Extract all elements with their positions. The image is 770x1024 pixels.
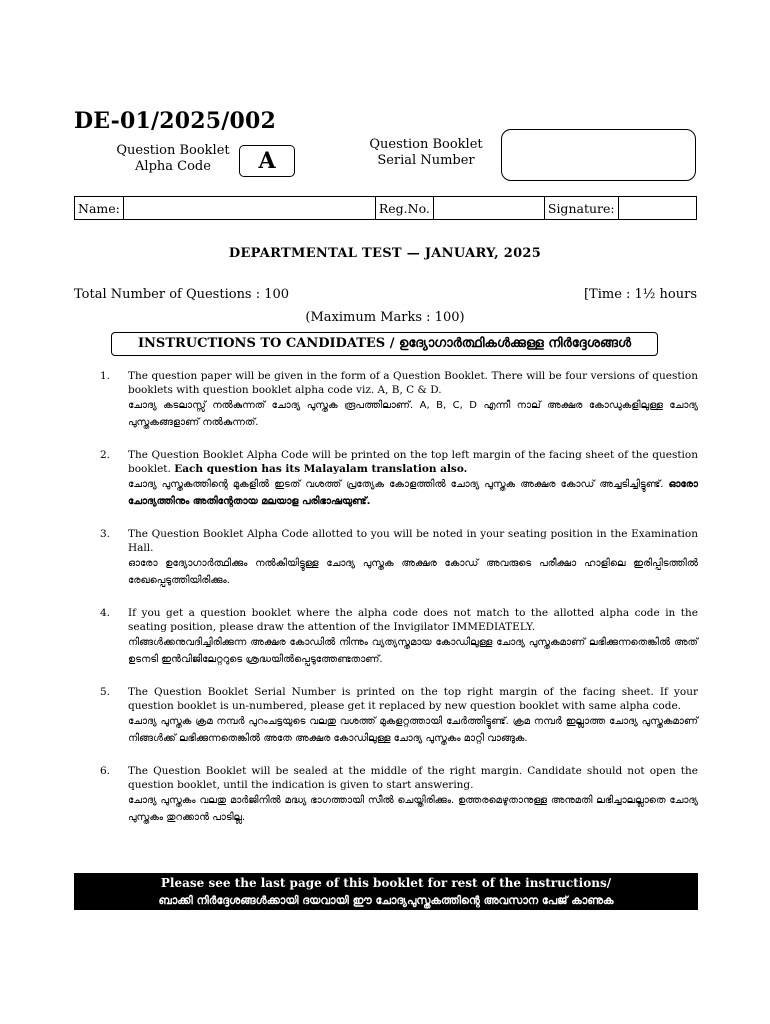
signature-label: Signature: [544,197,618,220]
instruction-english-text: The Question Booklet Alpha Code will be printed on the top left margin of the facing sheet of the question booklet. [128,449,698,475]
max-marks: (Maximum Marks : 100) [305,310,465,325]
exam-title: DEPARTMENTAL TEST — JANUARY, 2025 [228,246,542,261]
regno-label: Reg.No. [375,197,433,220]
footer-english: Please see the last page of this booklet for rest of the instructions/ [160,876,612,890]
alpha-code-label [112,143,234,175]
instruction-item-1 [74,369,698,431]
instruction-malayalam-text: ചോദ്യ പുസ്തകത്തിന്റെ മുകളിൽ ഇടത് വശത്ത് പ്രത്യേക കോളത്തിൽ ചോദ്യ പുസ്തക അക്ഷര കോഡ് അച്ചടിച്ചിട്ടുണ്ട്. [128,479,664,490]
instruction-item-5 [74,685,698,747]
instruction-number: 3. [100,528,111,540]
total-questions: Total Number of Questions : 100 [74,287,290,302]
instruction-english: The Question Booklet will be sealed at the middle of the right margin. Candidate should not open the question booklet, until the indication is given to start answering. [128,765,698,791]
instruction-item-4 [74,606,698,668]
instruction-english: The Question Booklet Serial Number is printed on the top right margin of the facing sheet. If your question booklet is un-numbered, please get it replaced by new question booklet with same alpha code. [128,686,698,712]
serial-number-label-line1: Question Booklet [369,137,483,152]
instruction-english-bold: Each question has its Malayalam translation also. [174,463,468,475]
instruction-english: The Question Booklet Alpha Code allotted to you will be noted in your seating position in the Examination Hall. [128,528,698,554]
instruction-malayalam: ചോദ്യ പുസ്തകം വലതു മാർജിനിൽ മദ്ധ്യ ഭാഗത്തായി സീൽ ചെയ്തിരിക്കും. ഉത്തരമെഴുതാനുള്ള അനുമതി ലഭിച്ചാലല്ലാതെ ചോദ്യ പുസ്തകം തുറക്കാൻ പാടില്ല. [128,795,698,823]
footer-notice [74,873,698,910]
instruction-malayalam: ഓരോ ഉദ്യോഗാർത്ഥിക്കും നൽകിയിട്ടുള്ള ചോദ്യ പുസ്തക അക്ഷര കോഡ് അവരുടെ പരീക്ഷാ ഹാളിലെ ഇരിപ്പിടത്തിൽ രേഖപ്പെടുത്തിയിരിക്കും. [128,558,698,586]
instruction-malayalam-bold: ഓരോ ചോദ്യത്തിനും അതിന്റേതായ മലയാള പരിഭാഷയുണ്ട്. [128,479,698,507]
serial-number-label-line2: Serial Number [377,153,475,168]
name-field[interactable] [123,197,375,220]
instruction-item-2 [74,448,698,510]
instruction-number: 1. [100,370,111,382]
instruction-number: 2. [100,449,111,461]
instruction-number: 5. [100,686,111,698]
serial-number-label [360,137,492,169]
instruction-item-3 [74,527,698,589]
instruction-english: The question paper will be given in the form of a Question Booklet. There will be four versions of question booklets with question booklet alpha code viz. A, B, C & D. [128,370,698,396]
alpha-code-label-line2: Alpha Code [135,159,211,174]
instruction-english [128,448,698,476]
instruction-malayalam: ചോദ്യ കടലാസ്സ് നൽകുന്നത് ചോദ്യ പുസ്തക രൂപത്തിലാണ്. A, B, C, D എന്നീ നാല് അക്ഷര കോഡുകളിലുള്ള ചോദ്യ പുസ്തകങ്ങളാണ് നൽകുന്നത്. [128,400,698,428]
instruction-item-6 [74,764,698,826]
footer-malayalam: ബാക്കി നിർദ്ദേശങ്ങൾക്കായി ദയവായി ഈ ചോദ്യപുസ്തകത്തിന്റെ അവസാന പേജ് കാണുക [158,894,614,907]
signature-field[interactable] [618,197,696,220]
instructions-heading: INSTRUCTIONS TO CANDIDATES / ഉദ്യോഗാർത്ഥികൾക്കുള്ള നിർദ്ദേശങ്ങൾ [111,332,658,356]
name-label: Name: [75,197,124,220]
instruction-number: 6. [100,765,111,777]
instructions-list [74,369,698,843]
instruction-malayalam: നിങ്ങൾക്കനുവദിച്ചിരിക്കുന്ന അക്ഷര കോഡിൽ നിന്നും വ്യത്യസ്തമായ കോഡിലുള്ള ചോദ്യ പുസ്തകമാണ് ലഭിക്കുന്നതെങ്കിൽ അത് ഉടനടി ഇൻവിജിലേറ്ററുടെ ശ്രദ്ധയിൽപ്പെടുത്തേണ്ടതാണ്. [128,637,698,665]
exam-time: [Time : 1½ hours [583,287,697,302]
serial-number-box[interactable] [501,129,696,181]
candidate-info-table [74,196,697,220]
instruction-malayalam: ചോദ്യ പുസ്തക ക്രമ നമ്പർ പുറംചട്ടയുടെ വലതു വശത്ത് മുകളറ്റത്തായി ചേർത്തിട്ടുണ്ട്. ക്രമ നമ്പർ ഇല്ലാത്ത ചോദ്യ പുസ്തകമാണ് നിങ്ങൾക്ക് ലഭിക്കുന്നതെങ്കിൽ അതേ അക്ഷര കോഡിലുള്ള ചോദ്യ പുസ്തകം മാറ്റി വാങ്ങുക. [128,716,698,744]
alpha-code-label-line1: Question Booklet [116,143,230,158]
instruction-number: 4. [100,607,111,619]
alpha-code-box: A [239,145,295,177]
booklet-code: DE-01/2025/002 [74,108,277,134]
instruction-malayalam [128,476,698,510]
regno-field[interactable] [433,197,544,220]
instruction-english: If you get a question booklet where the alpha code does not match to the allotted alpha code in the seating position, please draw the attention of the Invigilator IMMEDIATELY. [128,607,698,633]
